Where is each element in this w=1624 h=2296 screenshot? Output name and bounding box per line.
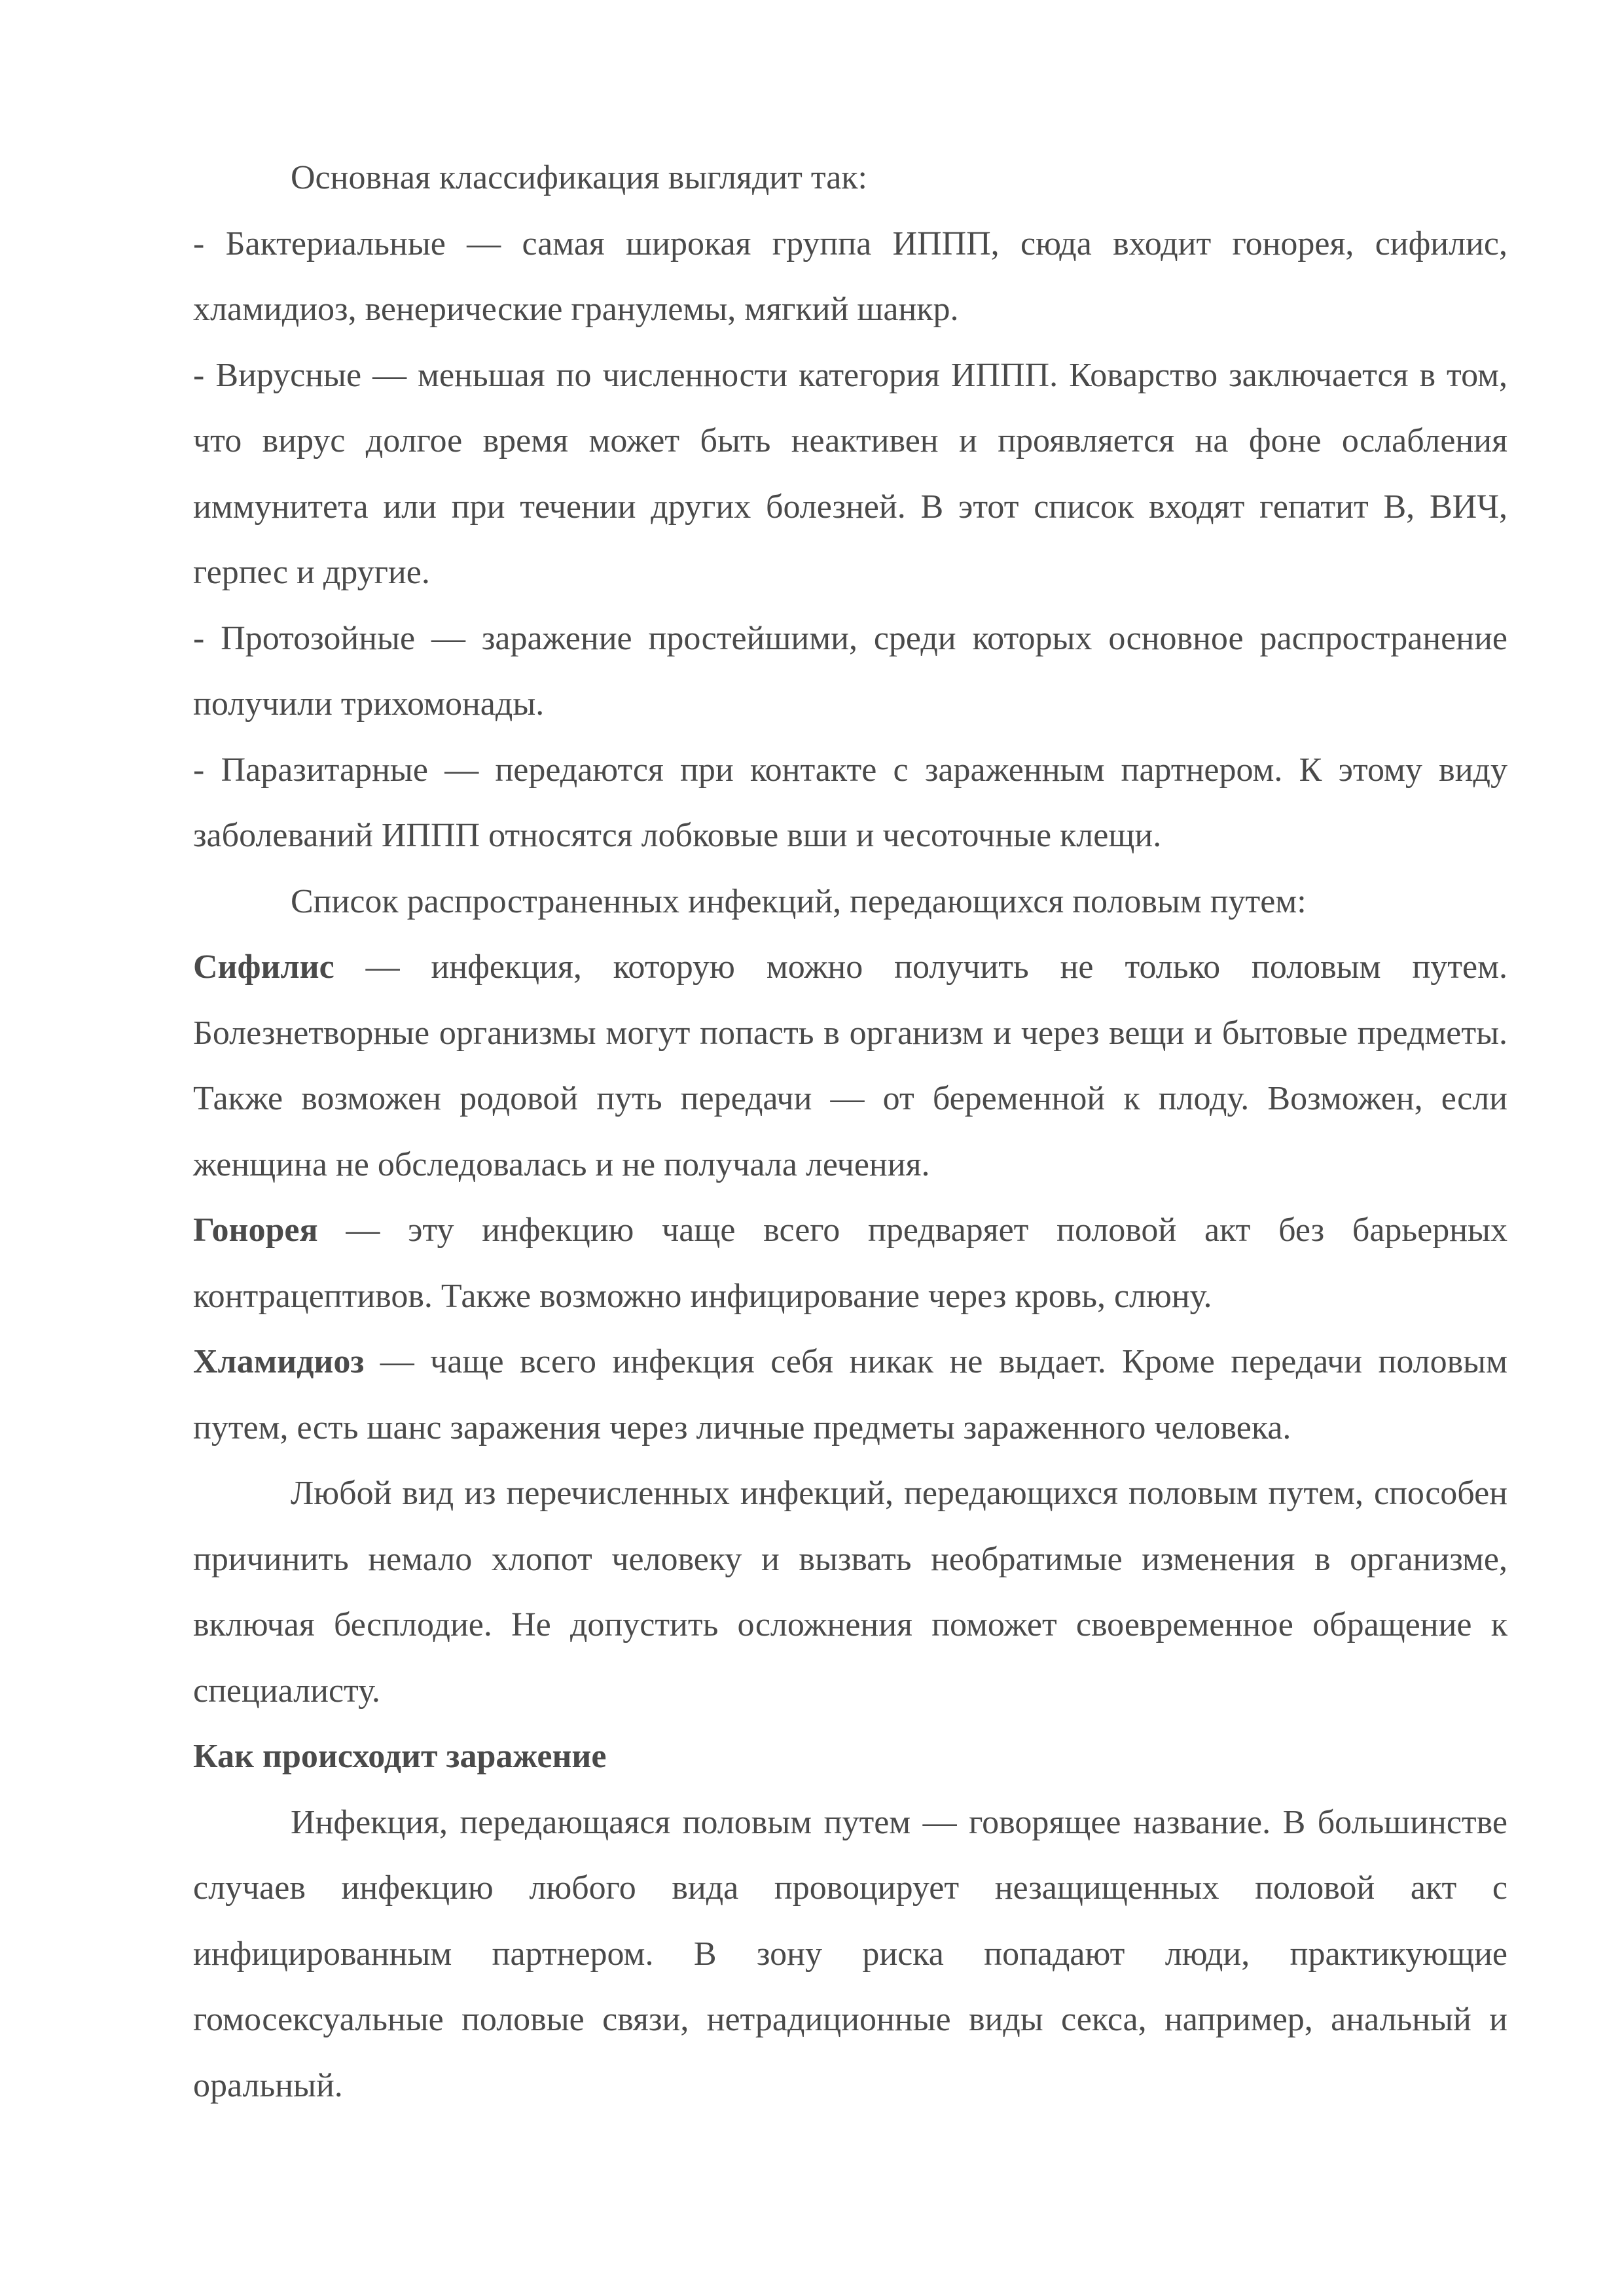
item-text: — заражение простейшими, среди которых основное распространение получили трихомонады. xyxy=(193,619,1507,723)
infection-text: — эту инфекцию чаще всего предваряет половой акт без барьерных контрацептивов. Также возможно инфицирование через кровь, слюну. xyxy=(193,1211,1507,1315)
item-prefix: - xyxy=(193,619,221,657)
infection-term: Сифилис xyxy=(193,948,334,986)
classification-intro: Основная классификация выглядит так: xyxy=(291,159,867,196)
infection-gonorrhea xyxy=(193,1198,1507,1329)
item-term: Паразитарные xyxy=(221,751,428,789)
item-text: — самая широкая группа ИППП, сюда входит гонорея, сифилис, хламидиоз, венерические гранулемы, мягкий шанкр. xyxy=(193,224,1507,328)
item-term: Протозойные xyxy=(221,619,416,657)
classification-item-bacterial xyxy=(193,211,1507,343)
classification-item-viral xyxy=(193,343,1507,606)
item-term: Вирусные xyxy=(215,356,362,394)
section-paragraph: Инфекция, передающаяся половым путем — говорящее название. В большинстве случаев инфекцию любого вида провоцирует незащищенных половой акт с инфицированным партнером. В зону риска попадают люди, практикующие гомосексуальные половые связи, нетрадиционные виды секса, например, анальный и оральный. xyxy=(193,1803,1507,2104)
infection-syphilis xyxy=(193,935,1507,1198)
item-text: — меньшая по численности категория ИППП. Коварство заключается в том, что вирус долгое время может быть неактивен и проявляется на фоне ослабления иммунитета или при течении других болезней. В этот список входят гепатит B, ВИЧ, герпес и другие. xyxy=(193,356,1507,591)
infection-term: Хламидиоз xyxy=(193,1343,365,1380)
classification-item-protozoal xyxy=(193,606,1507,738)
infection-text: — чаще всего инфекция себя никак не выдает. Кроме передачи половым путем, есть шанс заражения через личные предметы зараженного человека. xyxy=(193,1343,1507,1446)
item-prefix: - xyxy=(193,356,216,394)
document-page xyxy=(193,145,1507,2119)
summary-paragraph: Любой вид из перечисленных инфекций, передающихся половым путем, способен причинить немало хлопот человеку и вызвать необратимые изменения в организме, включая бесплодие. Не допустить осложнения поможет своевременное обращение к специалисту. xyxy=(193,1475,1507,1710)
infection-chlamydia xyxy=(193,1329,1507,1461)
section-heading: Как происходит заражение xyxy=(193,1738,607,1775)
item-prefix: - xyxy=(193,751,221,789)
infections-list-intro: Список распространенных инфекций, передающихся половым путем: xyxy=(291,882,1307,920)
item-term: Бактериальные xyxy=(225,224,446,262)
item-prefix: - xyxy=(193,224,226,262)
item-text: — передаются при контакте с зараженным партнером. К этому виду заболеваний ИППП относятся лобковые вши и чесоточные клещи. xyxy=(193,751,1507,854)
infection-term: Гонорея xyxy=(193,1211,318,1249)
infection-text: — инфекция, которую можно получить не только половым путем. Болезнетворные организмы могут попасть в организм и через вещи и бытовые предметы. Также возможен родовой путь передачи — от беременной к плоду. Возможен, если женщина не обследовалась и не получала лечения. xyxy=(193,948,1507,1183)
classification-item-parasitic xyxy=(193,738,1507,869)
